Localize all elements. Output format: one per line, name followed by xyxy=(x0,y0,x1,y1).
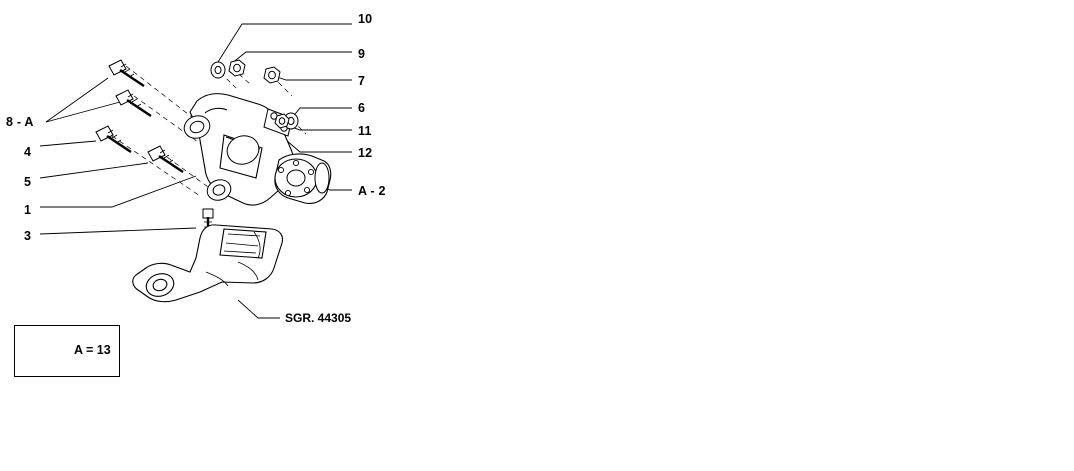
callout-5: 5 xyxy=(24,175,32,189)
leader-5 xyxy=(40,163,148,178)
leader-3 xyxy=(40,228,196,234)
legend-label: A = 13 xyxy=(74,343,111,357)
callout-1: 1 xyxy=(24,203,32,217)
leader-1 xyxy=(40,176,196,207)
bolt-8a-lower xyxy=(116,90,151,116)
hub-stud-4 xyxy=(285,190,290,195)
leader-8a-upper xyxy=(46,78,108,122)
wheel-hub-assembly xyxy=(275,154,331,204)
callout-12: 12 xyxy=(358,146,373,160)
leader-8a-lower xyxy=(46,102,120,122)
leader-10 xyxy=(218,24,352,62)
bolt-8a-upper xyxy=(109,60,144,86)
callout-3: 3 xyxy=(24,229,32,243)
callout-9: 9 xyxy=(358,47,366,61)
callout-6: 6 xyxy=(358,101,366,115)
washer-10-hole xyxy=(215,66,221,73)
callout-11: 11 xyxy=(358,124,372,138)
suspension-arm xyxy=(133,225,283,302)
hub-center-bore xyxy=(287,170,305,186)
leader-7 xyxy=(274,76,352,80)
hub-stud-1 xyxy=(293,160,298,165)
sgr-reference: SGR. 44305 xyxy=(285,311,352,325)
hub-stud-2 xyxy=(308,169,313,174)
bolt-5 xyxy=(148,146,183,172)
leader-6 xyxy=(292,108,352,118)
callout-7: 7 xyxy=(358,74,366,88)
leader-4 xyxy=(40,141,96,146)
leader-lines-left xyxy=(40,78,196,234)
hub-rear-boss xyxy=(315,163,329,193)
bolt-4 xyxy=(96,126,131,152)
nut-9-hole xyxy=(234,64,241,72)
bolts xyxy=(96,60,213,240)
callout-10: 10 xyxy=(358,12,373,26)
callout-8-a: 8 - A xyxy=(6,115,34,129)
callout-4: 4 xyxy=(24,145,32,159)
leader-9 xyxy=(231,52,352,64)
leader-sgr xyxy=(238,300,280,318)
nut-11-hole xyxy=(279,118,285,124)
nut-7-hole xyxy=(269,71,276,79)
hub-stud-5 xyxy=(278,167,283,172)
hub-stud-3 xyxy=(304,187,309,192)
callout-a-2: A - 2 xyxy=(358,184,386,198)
